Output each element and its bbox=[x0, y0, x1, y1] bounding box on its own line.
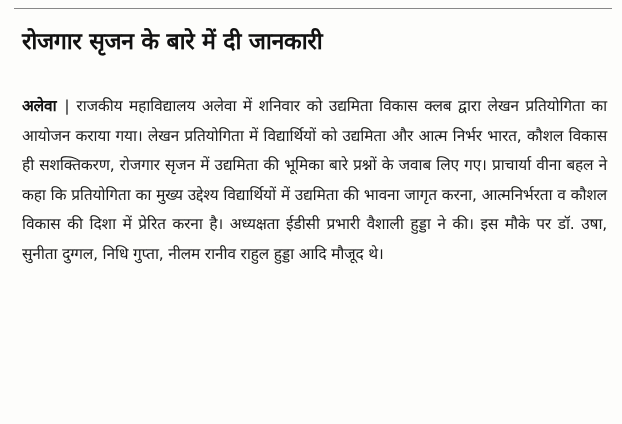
article-body-text: राजकीय महाविद्यालय अलेवा में शनिवार को उद्यमिता विकास क्लब द्वारा लेखन प्रतियोगिता का आयोजन कराया गया। लेखन प्रतियोगिता में विद्यार्थियों को उद्यमिता और आत्म निर्भर भारत, कौशल विकास ही सशक्तिकरण, रोजगार सृजन में उद्यमिता की भूमिका बारे प्रश्नों के जवाब लिए गए। प्राचार्या वीना बहल ने कहा कि प्रतियोगिता का मुख्य उद्देश्य विद्यार्थियों में उद्यमिता की भावना जागृत करना, आत्मनिर्भरता व कौशल विकास की दिशा में प्रेरित करना है। अध्यक्षता ईडीसी प्रभारी वैशाली हुड्डा ने की। इस मौके पर डॉ. उषा, सुनीता दुग्गल, निधि गुप्ता, नीलम रानीव राहुल हुड्डा आदि मौजूद थे। bbox=[22, 97, 607, 263]
top-rule bbox=[14, 8, 612, 9]
article-headline: रोजगार सृजन के बारे में दी जानकारी bbox=[22, 29, 323, 55]
article-body bbox=[22, 92, 607, 270]
article-dateline: अलेवा bbox=[22, 97, 57, 115]
dateline-separator: | bbox=[64, 97, 70, 115]
